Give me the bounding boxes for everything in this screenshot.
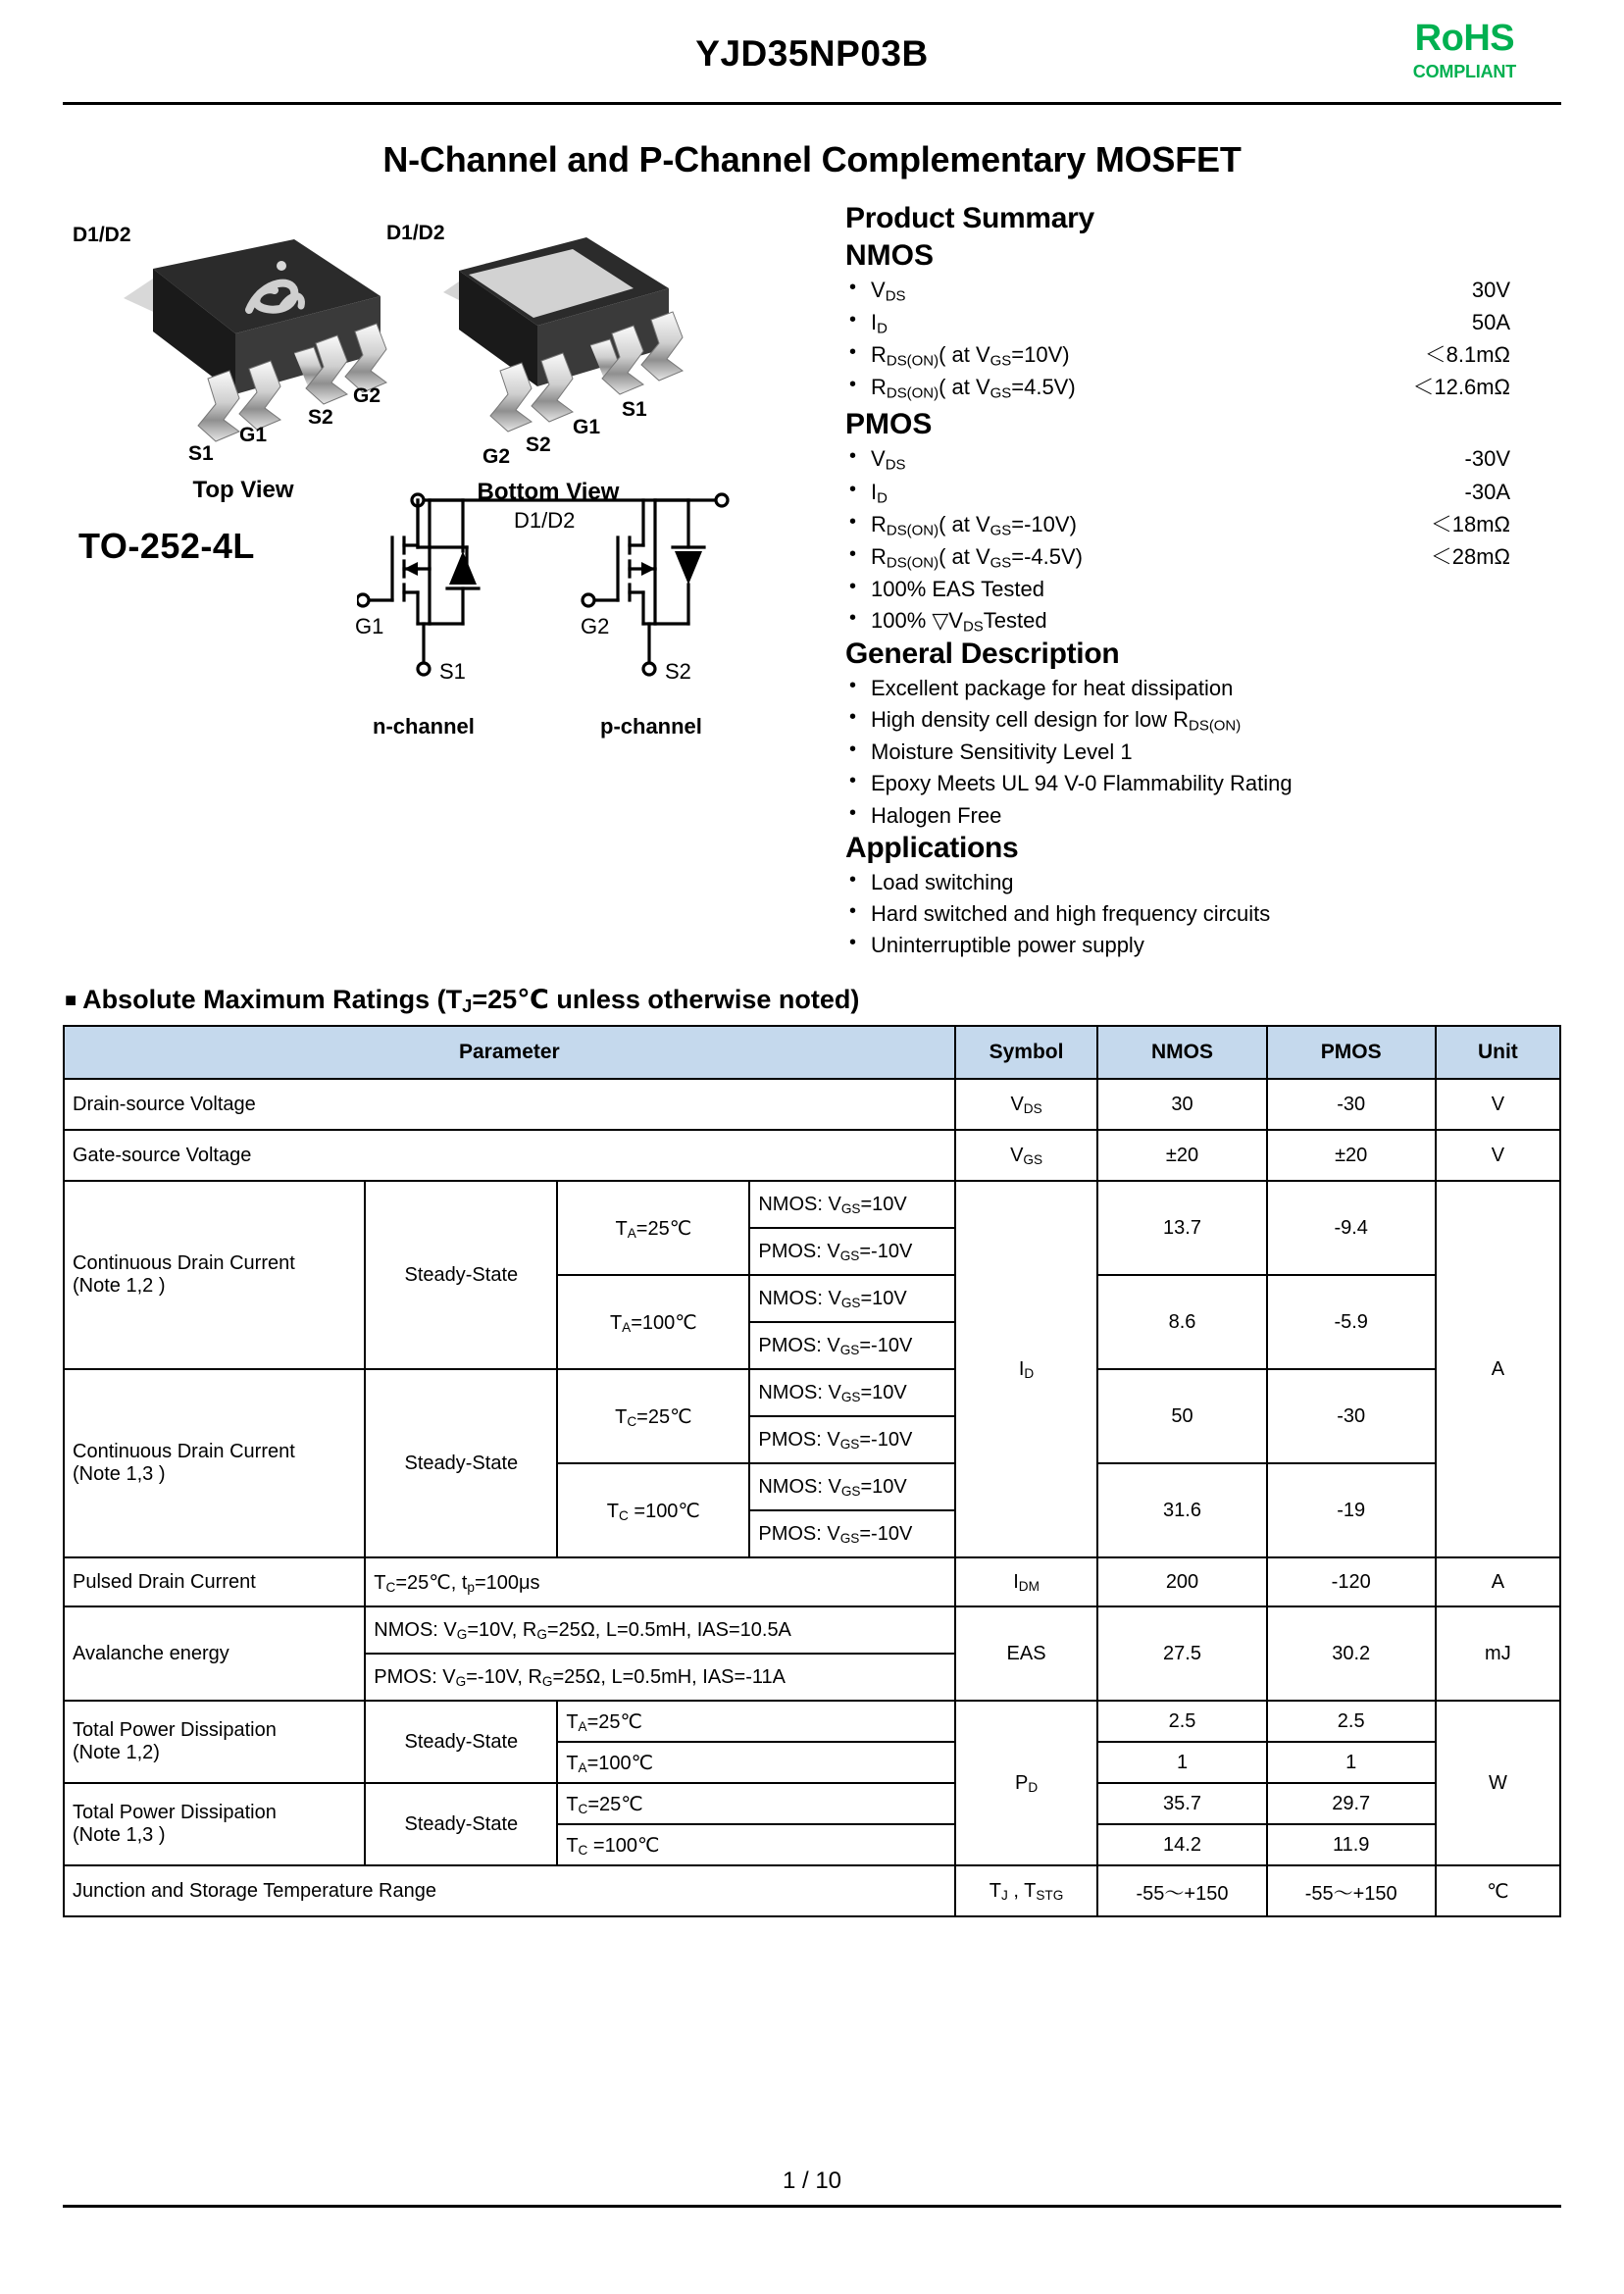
cell-bias-condition: NMOS: $V_{GS}=10V$ (749, 1463, 954, 1510)
cell-parameter: Gate-source Voltage (64, 1130, 955, 1181)
bullet-icon: • (849, 542, 857, 565)
square-bullet-icon: ■ (65, 989, 77, 1011)
cell-pmos: -5.9 (1267, 1275, 1436, 1369)
cell-condition: $T_C=25℃$, $t_p=100\mu s$ (365, 1557, 954, 1606)
bullet-icon: • (849, 374, 857, 396)
absolute-maximum-ratings-table (63, 1025, 1561, 1917)
parameter-line-1: Continuous Drain Current (73, 1441, 295, 1462)
bottom-view-pin-g1: G1 (573, 416, 601, 438)
cell-condition: Steady-State (365, 1701, 557, 1783)
cell-pmos: ±20 (1267, 1130, 1436, 1181)
list-item (845, 372, 1561, 404)
bottom-view-caption: Bottom View (477, 479, 620, 505)
schematic-source-s1: S1 (439, 659, 466, 684)
bullet-icon: • (849, 868, 857, 891)
p-body-diode-icon (675, 551, 702, 585)
top-view-pin-g1: G1 (239, 424, 268, 446)
cell-pmos: 2.5 (1267, 1701, 1436, 1742)
cell-symbol-pd: $P_D$ (955, 1701, 1098, 1865)
schematic-gate-g2: G2 (581, 614, 610, 638)
list-item (845, 800, 1561, 832)
top-view-pin-g2: G2 (353, 384, 381, 407)
cell-parameter (64, 1783, 365, 1865)
cell-pmos: 29.7 (1267, 1783, 1436, 1824)
parameter-line-2: (Note 1,2) (73, 1742, 160, 1763)
schematic-drain-label: D1/D2 (514, 508, 576, 533)
cell-bias-condition: NMOS: $V_{GS}=10V$ (749, 1275, 954, 1322)
pmos-spec-list (845, 443, 1561, 637)
list-item (845, 509, 1561, 541)
list-item (845, 737, 1561, 768)
cell-symbol: $V_{DS}$ (955, 1079, 1098, 1130)
bullet-icon: • (849, 575, 857, 597)
description-text: Excellent package for heat dissipation (871, 676, 1234, 701)
bullet-icon: • (849, 309, 857, 331)
spec-value: -30A (1464, 479, 1510, 504)
bullet-icon: • (849, 899, 857, 922)
ratings-table-title (65, 985, 1561, 1017)
cell-condition: Steady-State (365, 1783, 557, 1865)
bullet-icon: • (849, 478, 857, 500)
top-view-tab-label: D1/D2 (73, 224, 131, 246)
spec-value: ＜8.1mΩ (1424, 342, 1510, 368)
cell-parameter: Pulsed Drain Current (64, 1557, 365, 1606)
cell-pmos: -120 (1267, 1557, 1436, 1606)
parameter-line-2: (Note 1,2 ) (73, 1275, 166, 1297)
spec-label: $R_{DS(ON)}$( at $V_{GS}=4.5V$) (871, 375, 1076, 402)
ratings-title-bold: Absolute Maximum Ratings (82, 984, 431, 1014)
cell-parameter: Drain-source Voltage (64, 1079, 955, 1130)
spec-label: $V_{DS}$ (871, 278, 906, 305)
applications-list (845, 867, 1561, 961)
application-text: Load switching (871, 869, 1014, 894)
cell-parameter: Junction and Storage Temperature Range (64, 1865, 955, 1916)
cell-temperature: $T_A=25℃$ (557, 1701, 954, 1742)
cell-condition: Steady-State (365, 1369, 557, 1557)
schematic-source-s2: S2 (665, 659, 691, 684)
cell-nmos: 30 (1097, 1079, 1266, 1130)
cell-parameter (64, 1369, 365, 1557)
cell-pmos: -9.4 (1267, 1181, 1436, 1275)
spec-value: ＜28mΩ (1430, 543, 1510, 569)
list-item (845, 574, 1561, 605)
column-header-symbol: Symbol (955, 1026, 1098, 1079)
pmos-heading: PMOS (845, 408, 933, 441)
cell-temperature: $T_A=100℃$ (557, 1275, 749, 1369)
bullet-icon: • (849, 770, 857, 792)
parameter-line-2: (Note 1,3 ) (73, 1463, 166, 1485)
bullet-icon: • (849, 931, 857, 953)
cell-condition: PMOS: $V_G=-10V$, $R_G=25\Omega$, L=0.5mH, IAS=-11A (365, 1654, 954, 1701)
cell-unit: V (1436, 1079, 1560, 1130)
cell-temperature: $T_C$ =100℃ (557, 1824, 954, 1865)
cell-temperature: $T_A=100℃$ (557, 1742, 954, 1783)
cell-nmos: 31.6 (1097, 1463, 1266, 1557)
cell-temperature: $T_A=25℃$ (557, 1181, 749, 1275)
list-item (845, 673, 1561, 704)
bullet-icon: • (849, 341, 857, 364)
cell-pmos: 11.9 (1267, 1824, 1436, 1865)
spec-label: $I_D$ (871, 310, 888, 337)
spec-label: $R_{DS(ON)}$( at $V_{GS}=-4.5V$) (871, 543, 1084, 572)
bottom-view-pin-g2: G2 (482, 445, 511, 468)
application-text: Hard switched and high frequency circuits (871, 900, 1271, 926)
cell-unit: ℃ (1436, 1865, 1560, 1916)
page-title: N-Channel and P-Channel Complementary MOSFET (382, 139, 1242, 179)
package-name-label: TO-252-4L (78, 526, 255, 566)
spec-value: 30V (1471, 278, 1510, 302)
parameter-line-1: Total Power Dissipation (73, 1719, 277, 1741)
cell-nmos: 27.5 (1097, 1606, 1266, 1701)
list-item (845, 768, 1561, 799)
bottom-view-pin-s2: S2 (526, 433, 551, 456)
spec-label: $R_{DS(ON)}$( at $V_{GS}=10V$) (871, 342, 1070, 370)
table-row (64, 1079, 1560, 1130)
top-view-package-image (102, 222, 426, 457)
bullet-icon: • (849, 606, 857, 629)
description-text: Epoxy Meets UL 94 V-0 Flammability Rating (871, 771, 1293, 796)
cell-nmos: 35.7 (1097, 1783, 1266, 1824)
spec-value: ＜12.6mΩ (1412, 375, 1510, 400)
page-header (63, 0, 1561, 110)
page-number: 1 / 10 (782, 2167, 842, 2194)
table-row (64, 1130, 1560, 1181)
applications-heading: Applications (845, 831, 1019, 864)
bullet-icon: • (849, 445, 857, 468)
bullet-icon: • (849, 277, 857, 298)
cell-nmos: 1 (1097, 1742, 1266, 1783)
table-row (64, 1865, 1560, 1916)
n-channel-arrow-icon (404, 562, 418, 576)
footer-divider (63, 2205, 1561, 2208)
cell-condition: NMOS: $V_G=10V$, $R_G=25\Omega$, L=0.5mH, IAS=10.5A (365, 1606, 954, 1654)
table-row (64, 1783, 1560, 1824)
column-header-unit: Unit (1436, 1026, 1560, 1079)
list-item (845, 930, 1561, 961)
package-views (63, 202, 837, 535)
list-item (845, 605, 1561, 637)
description-text: Moisture Sensitivity Level 1 (871, 739, 1133, 765)
cell-unit-pd: W (1436, 1701, 1560, 1865)
cell-nmos: ±20 (1097, 1130, 1266, 1181)
rohs-label: RoHS (1414, 18, 1515, 59)
column-header-nmos: NMOS (1097, 1026, 1266, 1079)
product-summary-heading: Product Summary (845, 202, 1094, 234)
cell-nmos: 8.6 (1097, 1275, 1266, 1369)
cell-symbol-id: $I_D$ (955, 1181, 1098, 1557)
cell-nmos: -55～+150 (1097, 1865, 1266, 1916)
cell-temperature: $T_C=25℃$ (557, 1369, 749, 1463)
table-row (64, 1701, 1560, 1742)
body-columns (63, 202, 1561, 961)
general-description-heading: General Description (845, 637, 1120, 671)
schematic-diagram (357, 486, 818, 781)
list-item (845, 704, 1561, 737)
list-item (845, 307, 1561, 339)
table-row (64, 1557, 1560, 1606)
bullet-icon: • (849, 739, 857, 761)
cell-temperature: $T_C$ =100℃ (557, 1463, 749, 1557)
cell-bias-condition: NMOS: $V_{GS}=10V$ (749, 1369, 954, 1416)
cell-unit: A (1436, 1557, 1560, 1606)
bullet-icon: • (849, 801, 857, 824)
n-channel-caption: n-channel (373, 714, 475, 739)
rohs-logo (1413, 20, 1516, 80)
cell-symbol: $T_J$ , $T_{STG}$ (955, 1865, 1098, 1916)
cell-parameter (64, 1701, 365, 1783)
cell-nmos: 13.7 (1097, 1181, 1266, 1275)
parameter-line-1: Total Power Dissipation (73, 1802, 277, 1823)
column-header-parameter: Parameter (64, 1026, 955, 1079)
spec-value: -30V (1464, 446, 1510, 472)
spec-label: $V_{DS}$ (871, 446, 906, 474)
mosfet-schematic-svg (357, 486, 818, 732)
cell-parameter: Avalanche energy (64, 1606, 365, 1701)
cell-nmos: 50 (1097, 1369, 1266, 1463)
bottom-view-pin-s1: S1 (622, 398, 647, 421)
table-row (64, 1181, 1560, 1228)
top-view-pin-s2: S2 (308, 406, 333, 429)
cell-unit: mJ (1436, 1606, 1560, 1701)
bullet-icon: • (849, 675, 857, 697)
cell-nmos: 14.2 (1097, 1824, 1266, 1865)
schematic-gate-g1: G1 (355, 614, 384, 638)
description-text: High density cell design for low $R_{DS(ON)}$ (871, 707, 1242, 735)
description-text: Halogen Free (871, 802, 1002, 828)
p-channel-caption: p-channel (600, 714, 702, 739)
n-body-diode-icon (449, 551, 477, 585)
list-item (845, 867, 1561, 898)
header-divider (63, 102, 1561, 105)
table-header-row (64, 1026, 1560, 1079)
nmos-heading: NMOS (845, 239, 934, 272)
parameter-line-2: (Note 1,3 ) (73, 1824, 166, 1846)
list-item (845, 898, 1561, 930)
table-row (64, 1369, 1560, 1416)
cell-unit-id: A (1436, 1181, 1560, 1557)
nmos-spec-list (845, 275, 1561, 404)
p-channel-arrow-icon (641, 562, 655, 576)
specs-column (837, 202, 1561, 961)
bottom-view-tab-label: D1/D2 (386, 222, 445, 244)
cell-symbol: $I_{DM}$ (955, 1557, 1098, 1606)
cell-bias-condition: NMOS: $V_{GS}=10V$ (749, 1181, 954, 1228)
list-item (845, 541, 1561, 574)
general-description-list (845, 673, 1561, 832)
spec-label: $R_{DS(ON)}$( at $V_{GS}=-10V$) (871, 511, 1077, 538)
cell-bias-condition: PMOS: $V_{GS}=-10V$ (749, 1510, 954, 1557)
cell-nmos: 200 (1097, 1557, 1266, 1606)
cell-pmos: -19 (1267, 1463, 1436, 1557)
application-text: Uninterruptible power supply (871, 932, 1144, 957)
cell-pmos: 30.2 (1267, 1606, 1436, 1701)
cell-temperature: $T_C=25℃$ (557, 1783, 954, 1824)
cell-bias-condition: PMOS: $V_{GS}=-10V$ (749, 1416, 954, 1463)
cell-bias-condition: PMOS: $V_{GS}=-10V$ (749, 1228, 954, 1275)
list-item (845, 275, 1561, 307)
column-header-pmos: PMOS (1267, 1026, 1436, 1079)
list-item (845, 443, 1561, 476)
cell-unit: V (1436, 1130, 1560, 1181)
cell-parameter (64, 1181, 365, 1369)
bullet-icon: • (849, 706, 857, 729)
cell-nmos: 2.5 (1097, 1701, 1266, 1742)
cell-condition: Steady-State (365, 1181, 557, 1369)
spec-label: $I_D$ (871, 479, 888, 506)
parameter-line-1: Continuous Drain Current (73, 1252, 295, 1274)
spec-value: 50A (1471, 310, 1510, 335)
cell-bias-condition: PMOS: $V_{GS}=-10V$ (749, 1322, 954, 1369)
spec-label: 100% EAS Tested (871, 576, 1044, 601)
rohs-compliant-label: COMPLIANT (1412, 62, 1516, 81)
page-footer (63, 2167, 1561, 2208)
table-row (64, 1606, 1560, 1654)
ratings-title-condition: ($T_J=25℃$ unless otherwise noted) (430, 984, 860, 1016)
bullet-icon: • (849, 510, 857, 533)
spec-value: ＜18mΩ (1430, 511, 1510, 536)
part-number: YJD35NP03B (695, 33, 929, 74)
cell-pmos: -30 (1267, 1079, 1436, 1130)
cell-symbol: $V_{GS}$ (955, 1130, 1098, 1181)
spec-label: 100% $▽V_{DS}Tested$ (871, 607, 1047, 636)
cell-pmos: 1 (1267, 1742, 1436, 1783)
list-item (845, 339, 1561, 372)
list-item (845, 477, 1561, 509)
package-illustrations (63, 202, 837, 961)
top-view-pin-s1: S1 (188, 442, 214, 465)
cell-pmos: -30 (1267, 1369, 1436, 1463)
cell-symbol: EAS (955, 1606, 1098, 1701)
cell-pmos: -55～+150 (1267, 1865, 1436, 1916)
top-view-caption: Top View (192, 477, 294, 503)
